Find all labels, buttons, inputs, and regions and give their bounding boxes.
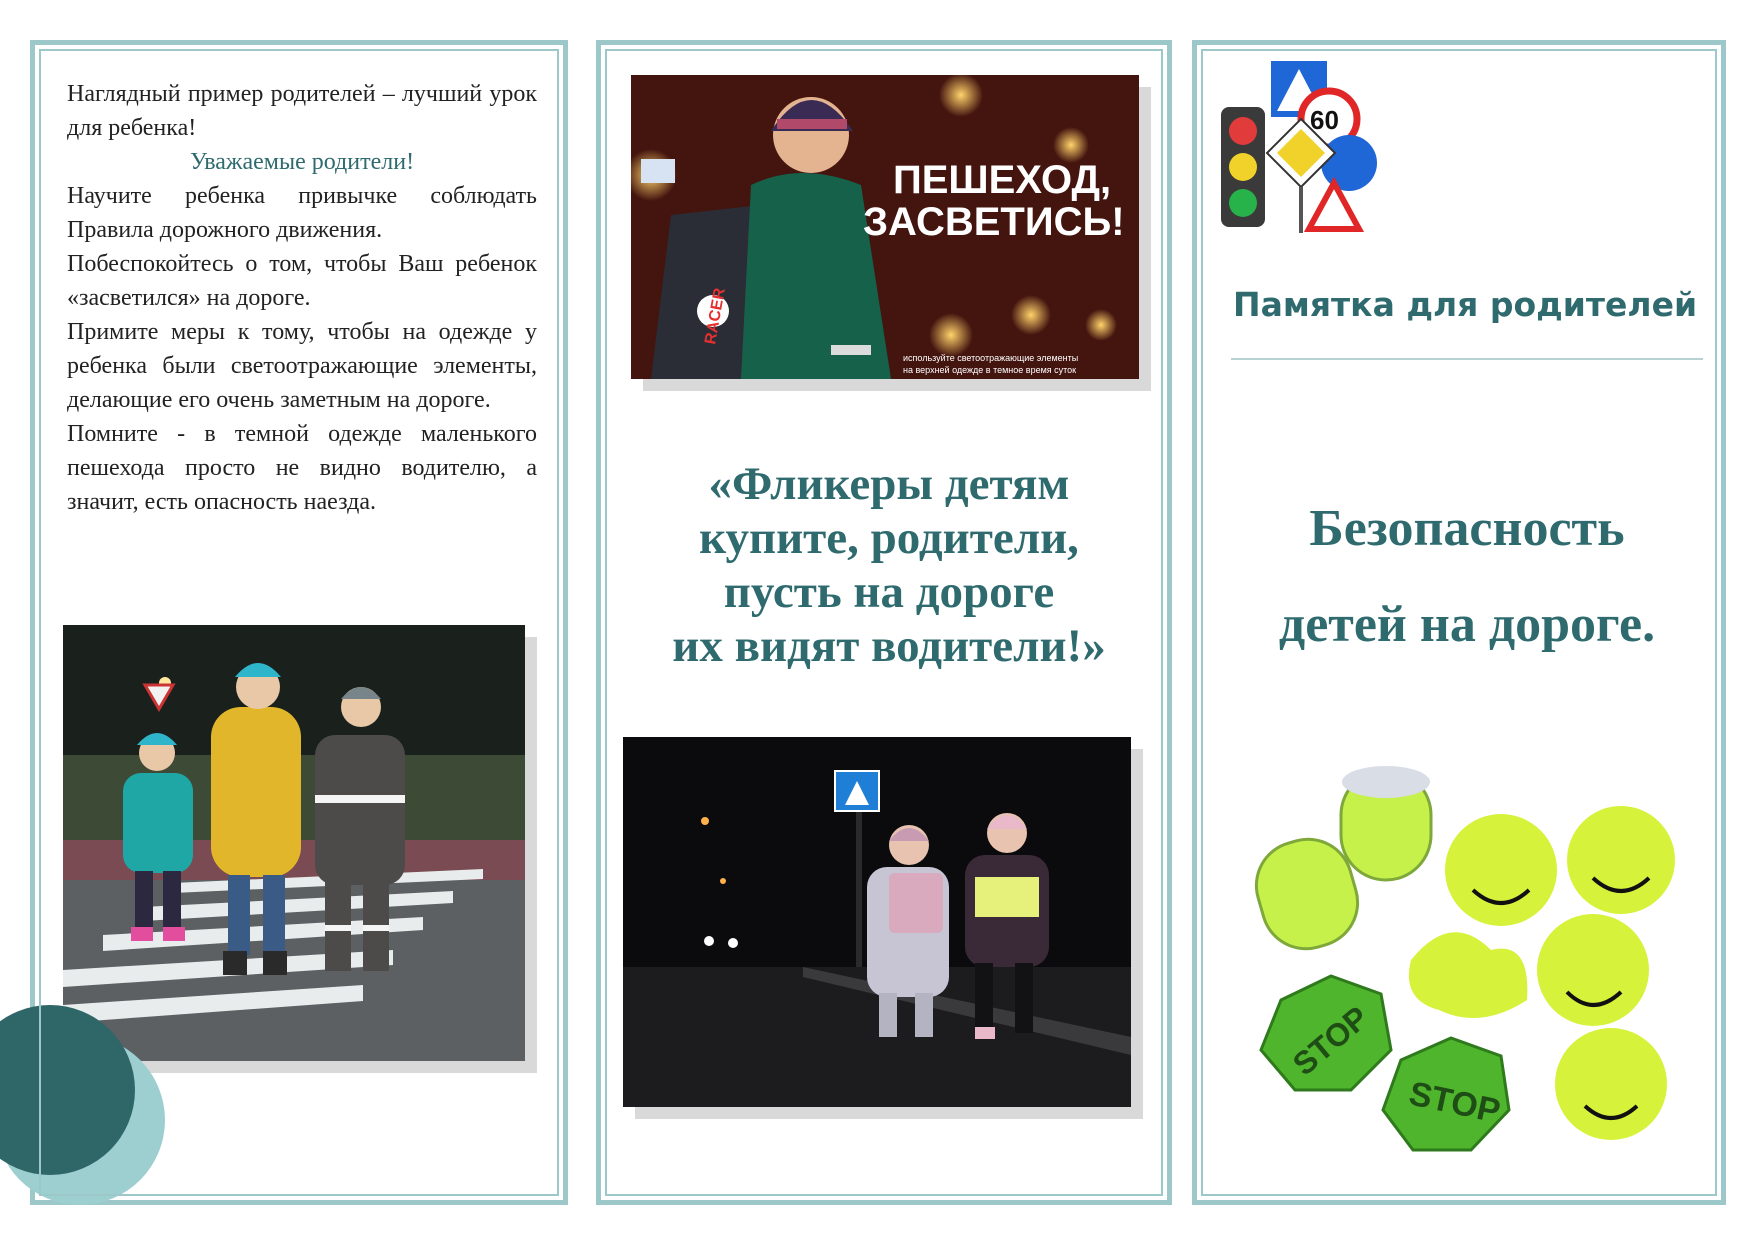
night-crossing-illustration <box>623 737 1131 1107</box>
backpack-label: RACER <box>702 286 729 346</box>
speed-limit-sign: 60 <box>1310 105 1339 135</box>
quote-line-3: пусть на дороге <box>723 566 1055 618</box>
paragraph-rules: Научите ребенка привычке соблюдать Правила дорожного движения. <box>67 183 537 243</box>
paragraph-danger: Помните - в темной одежде маленького пешехода просто не видно водителю, а значит, есть опасность наезда. <box>67 421 537 515</box>
right-panel <box>1192 40 1726 1205</box>
quote-line-1: «Фликеры детям <box>708 458 1070 510</box>
title-line-1: Безопасность <box>1309 500 1625 557</box>
flickers-illustration <box>1251 760 1691 1170</box>
family-crossing-photo <box>63 625 525 1061</box>
quote-line-4: их видят водители!» <box>672 620 1106 672</box>
poster-photo <box>631 75 1139 379</box>
intro-text <box>67 77 537 519</box>
poster-headline-1: ПЕШЕХОД, <box>893 158 1112 202</box>
night-crossing-photo <box>623 737 1131 1107</box>
leaflet-title <box>1237 481 1697 673</box>
poster-illustration <box>631 75 1139 379</box>
flicker-quote <box>631 457 1147 673</box>
poster-caption-2: на верхней одежде в темное время суток <box>903 365 1077 375</box>
road-signs-illustration <box>1209 57 1379 237</box>
quote-line-2: купите, родители, <box>699 512 1079 564</box>
paragraph-visibility: Побеспокойтесь о том, чтобы Ваш ребенок «засветился» на дороге. <box>67 251 537 311</box>
poster-caption-1: используйте светоотражающие элементы <box>903 353 1079 363</box>
title-line-2: детей на дороге. <box>1278 596 1656 653</box>
stop-flicker-2: STOP <box>1405 1074 1504 1131</box>
intro-line-1: Наглядный пример родителей – лучший урок для ребенка! <box>67 81 537 141</box>
family-crossing-illustration <box>63 625 525 1061</box>
poster-headline-2: ЗАСВЕТИСЬ! <box>863 200 1125 244</box>
greeting: Уважаемые родители! <box>189 149 415 175</box>
divider <box>1231 358 1703 360</box>
left-panel <box>30 40 568 1205</box>
leaflet-subtitle: Памятка для родителей <box>1233 285 1698 324</box>
middle-panel <box>596 40 1172 1205</box>
paragraph-reflectors: Примите меры к тому, чтобы на одежде у ребенка были светоотражающие элементы, делающие его очень заметным на дороге. <box>67 319 537 413</box>
stop-flicker-1: STOP <box>1285 999 1376 1083</box>
